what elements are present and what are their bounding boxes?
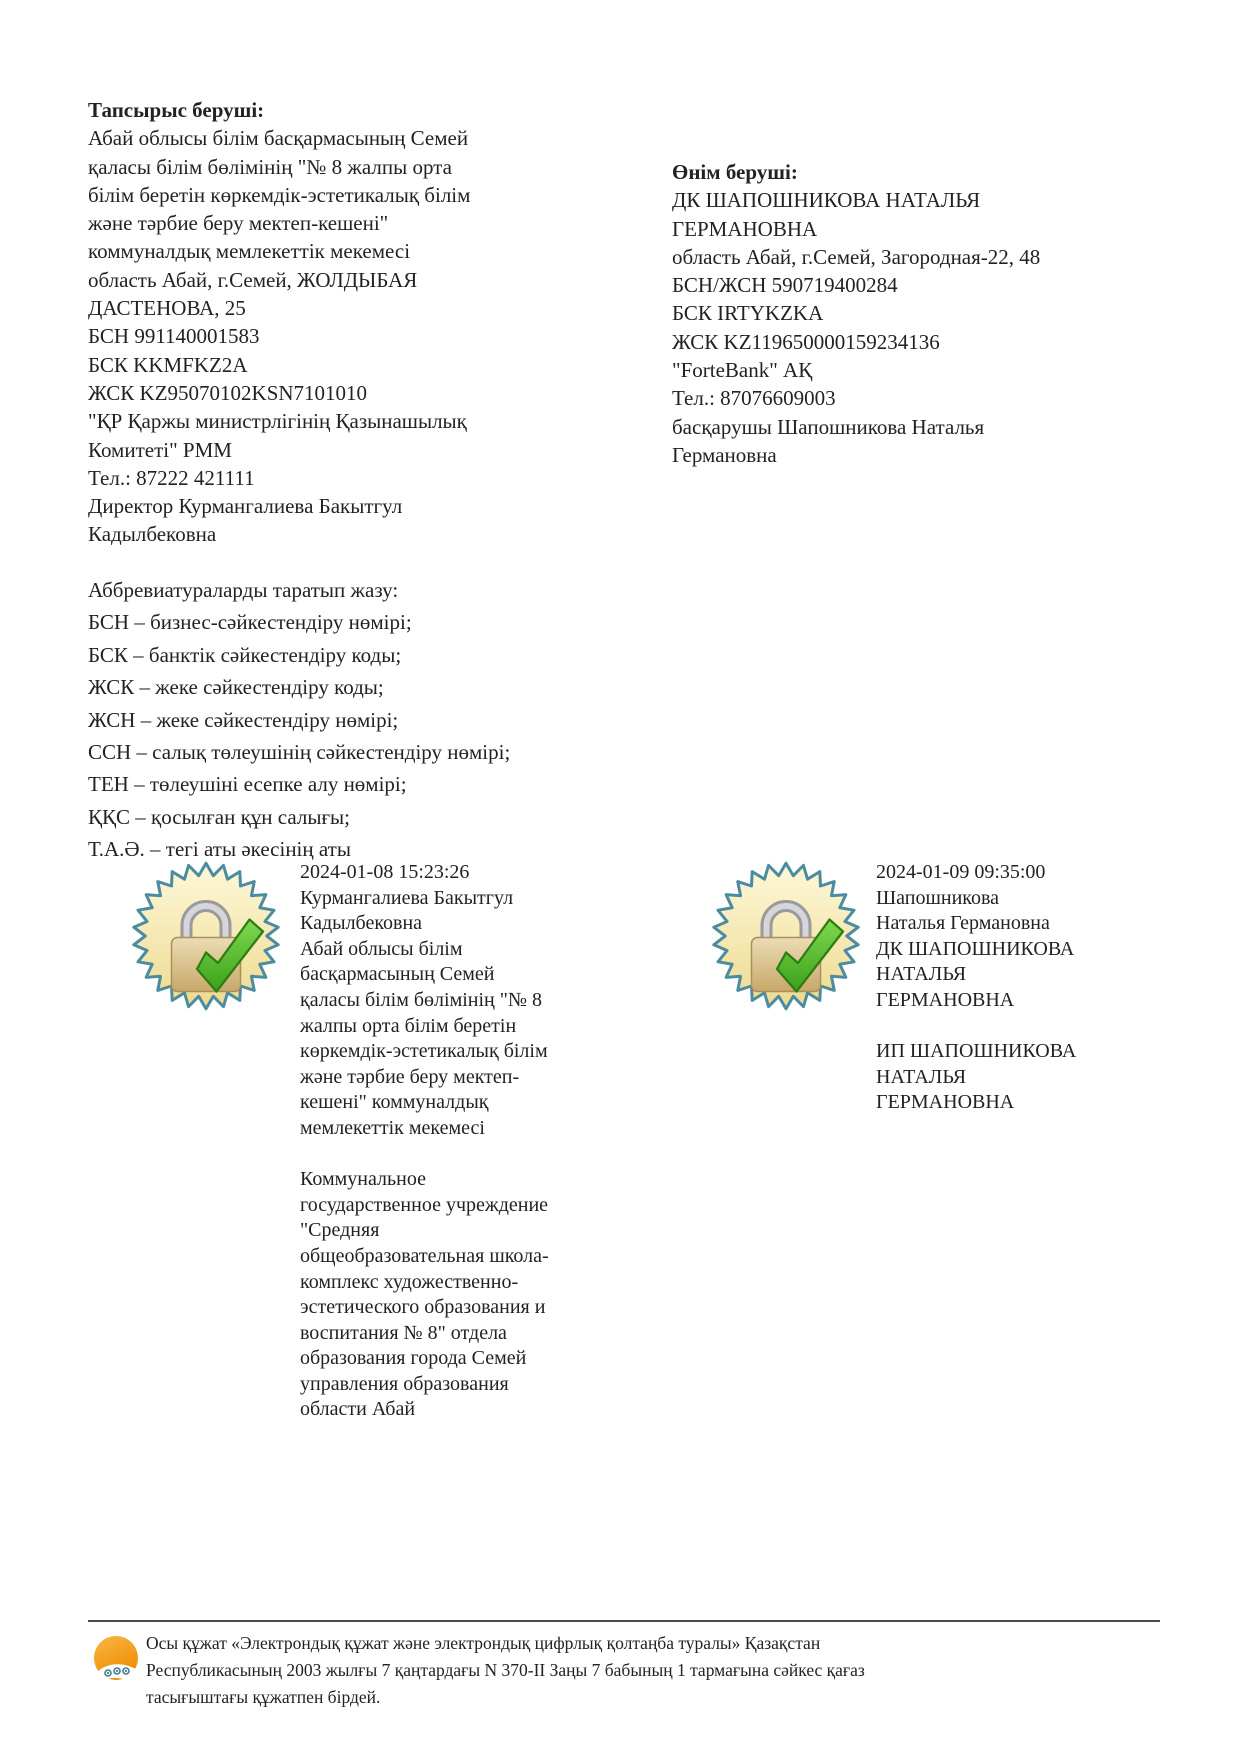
- text-line: БСН 991140001583: [88, 324, 260, 349]
- text-line: образования города Семей: [300, 1347, 527, 1370]
- signature-block-customer: [300, 860, 610, 1423]
- text-line: және тәрбие беру мектеп-: [300, 1065, 520, 1088]
- lock-checkmark-seal-icon: [711, 861, 861, 1011]
- text-line: қаласы білім бөлімінің "№ 8: [300, 988, 543, 1011]
- text-line: область Абай, г.Семей, ЖОЛДЫБАЯ: [88, 267, 418, 292]
- signature-block-supplier: [876, 860, 1126, 1116]
- text-line: Тел.: 87222 421111: [88, 465, 255, 490]
- text-line: ТЕН – төлеушіні есепке алу нөмірі;: [88, 772, 407, 797]
- text-line: БСК IRTYKZKA: [672, 301, 824, 326]
- text-line: басқарушы Шапошникова Наталья: [672, 414, 985, 439]
- text-line: ЖСН – жеке сәйкестендіру нөмірі;: [88, 707, 399, 732]
- text-line: Осы құжат «Электрондық құжат және электрондық цифрлық қолтаңба туралы» Қазақстан: [146, 1633, 821, 1653]
- text-line: Т.А.Ә. – тегі аты әкесінің аты: [88, 837, 351, 862]
- text-line: Шапошникова: [876, 886, 1000, 909]
- text-line: НАТАЛЬЯ: [876, 963, 967, 986]
- text-line: государственное учреждение: [300, 1193, 549, 1216]
- supplier-heading: Өнім беруші:: [672, 160, 798, 184]
- text-line: білім беретін көркемдік-эстетикалық білім: [88, 182, 471, 207]
- text-line: эстетического образования и: [300, 1296, 546, 1319]
- text-line: Тел.: 87076609003: [672, 386, 836, 411]
- text-line: қаласы білім бөлімінің "№ 8 жалпы орта: [88, 154, 452, 179]
- text-line: ГЕРМАНОВНА: [876, 988, 1015, 1011]
- egov-kazakhstan-logo-icon: [90, 1633, 144, 1689]
- text-line: БСН/ЖСН 590719400284: [672, 273, 898, 298]
- text-line: Коммунальное: [300, 1168, 426, 1191]
- footer-divider: [88, 1620, 1160, 1622]
- text-line: және тәрбие беру мектеп-кешені": [88, 211, 389, 236]
- text-line: Кадылбековна: [300, 912, 423, 935]
- lock-checkmark-seal-icon: [131, 861, 281, 1011]
- text-line: коммуналдық мемлекеттік мекемесі: [88, 239, 411, 264]
- text-line: комплекс художественно-: [300, 1270, 519, 1293]
- abbreviations-title: Аббревиатураларды таратып жазу:: [88, 578, 399, 602]
- text-line: БСН – бизнес-сәйкестендіру нөмірі;: [88, 610, 412, 635]
- signature-timestamp: 2024-01-09 09:35:00: [876, 861, 1046, 883]
- text-line: Наталья Германовна: [876, 912, 1050, 935]
- text-line: БСК – банктік сәйкестендіру коды;: [88, 642, 402, 667]
- signature-details: [300, 886, 610, 1423]
- supplier-block: [672, 158, 1152, 469]
- text-line: ЖСК KZ95070102KSN7101010: [88, 380, 368, 405]
- text-line: [876, 1014, 1126, 1040]
- text-line: көркемдік-эстетикалық білім: [300, 1040, 548, 1063]
- text-line: мемлекеттік мекемесі: [300, 1116, 485, 1139]
- text-line: Германовна: [672, 442, 777, 467]
- text-line: ҚҚС – қосылған құн салығы;: [88, 804, 350, 829]
- text-line: ИП ШАПОШНИКОВА: [876, 1040, 1077, 1063]
- signature-timestamp: 2024-01-08 15:23:26: [300, 861, 470, 883]
- text-line: ДК ШАПОШНИКОВА: [876, 937, 1075, 960]
- text-line: [300, 1142, 610, 1168]
- text-line: "ҚР Қаржы министрлігінің Қазынашылық: [88, 409, 467, 434]
- text-line: Абай облысы білім басқармасының Семей: [88, 126, 469, 151]
- text-line: ЖСК KZ119650000159234136: [672, 329, 940, 354]
- text-line: Республикасының 2003 жылғы 7 қаңтардағы N 370-II Заңы 7 бабының 1 тармағына сәйкес қағаз: [146, 1660, 865, 1680]
- customer-block: [88, 96, 593, 549]
- text-line: тасығыштағы құжатпен бірдей.: [146, 1687, 381, 1707]
- text-line: "Средняя: [300, 1219, 380, 1242]
- text-line: Курмангалиева Бакытгул: [300, 886, 514, 909]
- text-line: НАТАЛЬЯ: [876, 1065, 967, 1088]
- text-line: области Абай: [300, 1398, 416, 1421]
- text-line: Кадылбековна: [88, 522, 217, 547]
- text-line: Абай облысы білім: [300, 937, 463, 960]
- footer-legal-note: [146, 1630, 1076, 1711]
- text-line: воспитания № 8" отдела: [300, 1321, 507, 1344]
- text-line: "ForteBank" АҚ: [672, 358, 813, 383]
- supplier-details: [672, 186, 1152, 469]
- customer-heading: Тапсырыс беруші:: [88, 98, 265, 122]
- text-line: ГЕРМАНОВНА: [876, 1091, 1015, 1114]
- text-line: кешені" коммуналдық: [300, 1091, 489, 1114]
- text-line: общеобразовательная школа-: [300, 1244, 549, 1267]
- text-line: ГЕРМАНОВНА: [672, 216, 818, 241]
- text-line: управления образования: [300, 1372, 509, 1395]
- text-line: жалпы орта білім беретін: [300, 1014, 517, 1037]
- text-line: Директор Курмангалиева Бакытгул: [88, 494, 403, 519]
- signature-details: [876, 886, 1126, 1116]
- text-line: БСК KKMFKZ2A: [88, 352, 248, 377]
- abbreviations-list: [88, 606, 708, 865]
- text-line: ЖСК – жеке сәйкестендіру коды;: [88, 675, 384, 700]
- customer-details: [88, 124, 593, 548]
- text-line: область Абай, г.Семей, Загородная-22, 48: [672, 244, 1041, 269]
- abbreviations-block: [88, 574, 708, 866]
- text-line: ССН – салық төлеушінің сәйкестендіру нөмірі;: [88, 740, 511, 765]
- text-line: Комитеті" РММ: [88, 437, 232, 462]
- text-line: басқармасының Семей: [300, 963, 495, 986]
- text-line: ДАСТЕНОВА, 25: [88, 296, 246, 321]
- text-line: ДК ШАПОШНИКОВА НАТАЛЬЯ: [672, 188, 981, 213]
